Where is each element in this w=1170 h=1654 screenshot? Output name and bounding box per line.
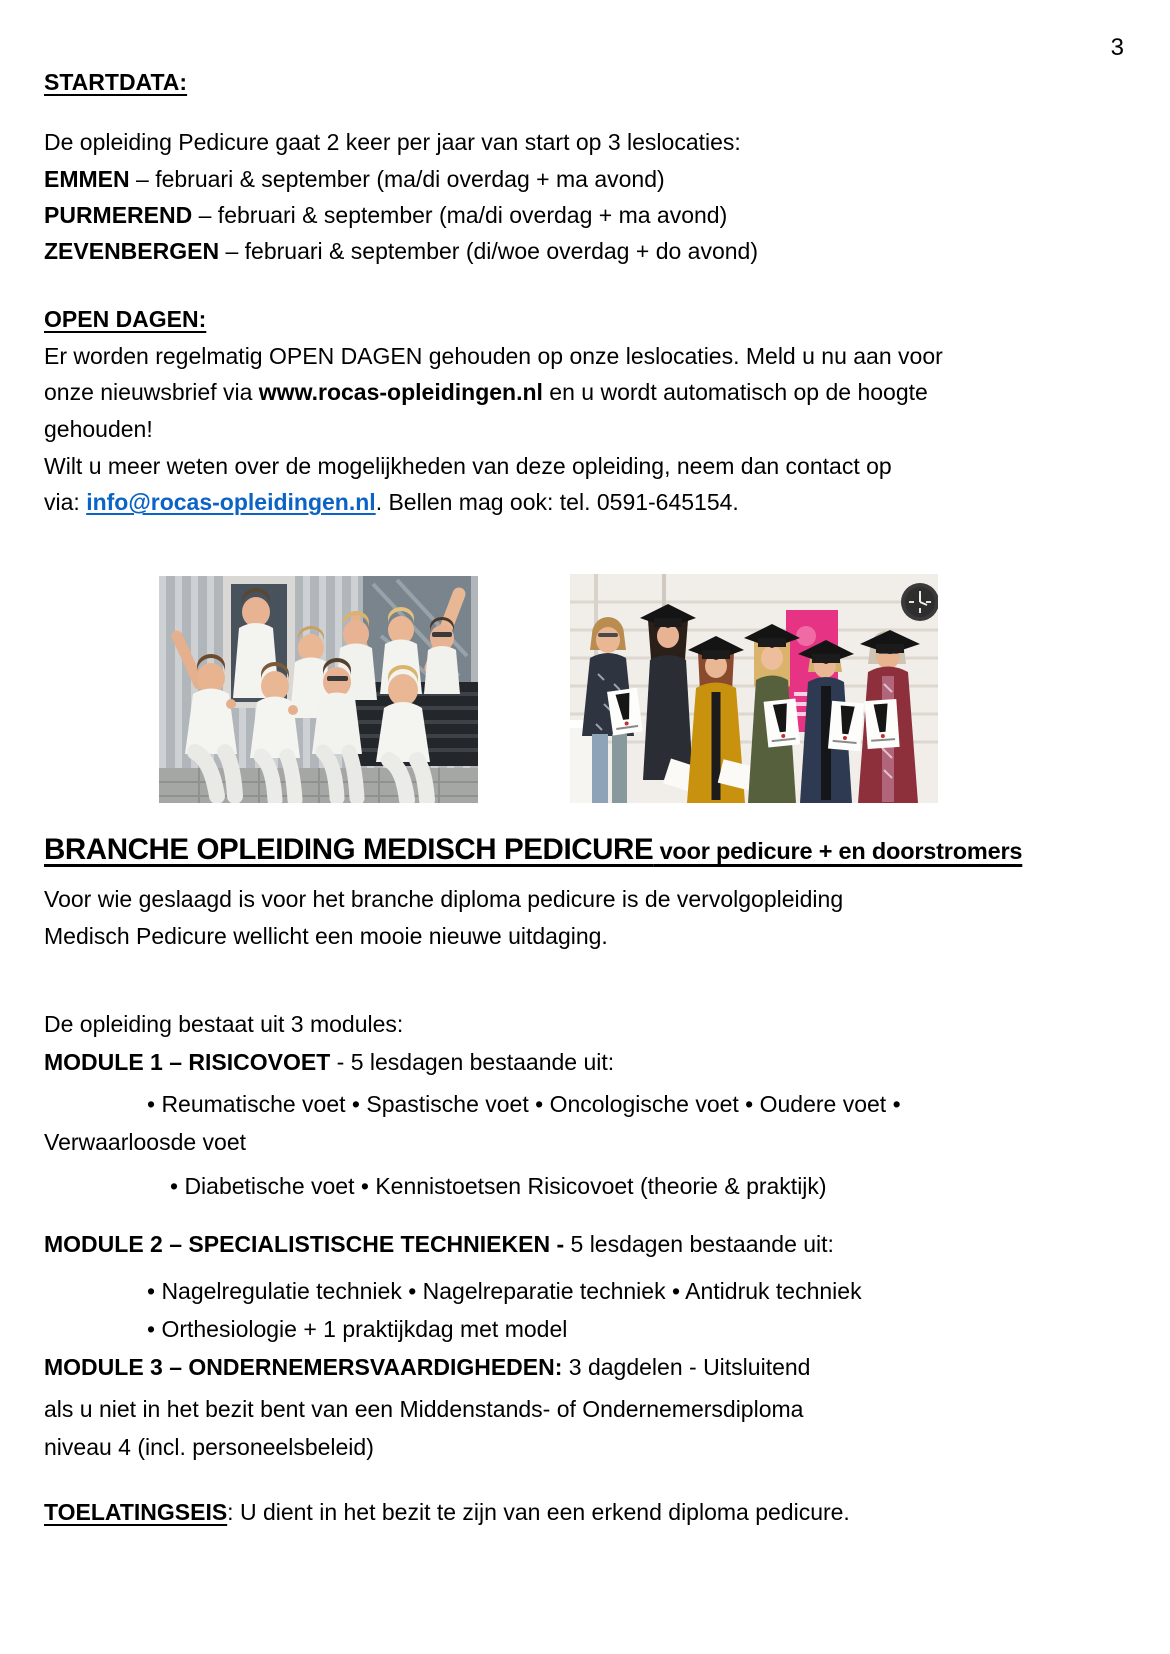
location-details: – februari & september (ma/di overdag + ma avond)	[192, 202, 728, 228]
module3-cont2: niveau 4 (incl. personeelsbeleid)	[44, 1434, 374, 1460]
heading-main: BRANCHE OPLEIDING MEDISCH PEDICURE	[44, 833, 654, 866]
line5-post: . Bellen mag ook: tel. 0591-645154.	[375, 489, 739, 515]
module2-title-line	[44, 1226, 834, 1263]
toelatingseis-label: TOELATINGSEIS	[44, 1499, 228, 1525]
website-text: www.rocas-opleidingen.nl	[258, 379, 543, 405]
photo-graduates-caps	[570, 574, 938, 803]
branche-intro2: Medisch Pedicure wellicht een mooie nieuwe uitdaging.	[44, 923, 608, 949]
module2-bullet2: • Orthesiologie + 1 praktijkdag met model	[147, 1316, 568, 1342]
city-name: PURMEREND	[44, 202, 193, 228]
line2-post: en u wordt automatisch op de hoogte	[542, 379, 928, 405]
heading-sub: voor pedicure + en doorstromers	[653, 838, 1023, 864]
module1-bullet2: • Diabetische voet • Kennistoetsen Risicovoet (theorie & praktijk)	[170, 1173, 827, 1199]
section-heading-open-dagen: OPEN DAGEN:	[44, 306, 207, 332]
city-name: EMMEN	[44, 166, 130, 192]
location-line-zevenbergen	[44, 233, 758, 270]
toelatingseis-line	[44, 1494, 850, 1531]
location-line-emmen	[44, 161, 665, 198]
email-link[interactable]: info@rocas-opleidingen.nl	[86, 489, 376, 515]
module3-title: MODULE 3 – ONDERNEMERSVAARDIGHEDEN:	[44, 1354, 563, 1380]
modules-intro: De opleiding bestaat uit 3 modules:	[44, 1011, 404, 1037]
open-dagen-line2	[44, 374, 928, 411]
module3-cont1: als u niet in het bezit bent van een Middenstands- of Ondernemersdiploma	[44, 1396, 804, 1422]
open-dagen-line5	[44, 484, 739, 521]
line2-pre: onze nieuwsbrief via	[44, 379, 259, 405]
module1-title-line	[44, 1044, 614, 1081]
location-line-purmerend	[44, 197, 727, 234]
module3-rest: 3 dagdelen - Uitsluitend	[562, 1354, 811, 1380]
module1-title: MODULE 1 – RISICOVOET	[44, 1049, 331, 1075]
module2-rest: 5 lesdagen bestaande uit:	[564, 1231, 834, 1257]
module2-bullet1: • Nagelregulatie techniek • Nagelreparatie techniek • Antidruk techniek	[147, 1278, 862, 1304]
photo-students-white-uniforms	[159, 576, 478, 803]
section-heading-startdata: STARTDATA:	[44, 69, 188, 95]
module1-rest: - 5 lesdagen bestaande uit:	[330, 1049, 615, 1075]
module3-title-line	[44, 1349, 810, 1386]
page-number: 3	[1110, 34, 1124, 61]
location-details: – februari & september (di/woe overdag + do avond)	[219, 238, 758, 264]
open-dagen-line3: gehouden!	[44, 416, 153, 442]
open-dagen-line4: Wilt u meer weten over de mogelijkheden van deze opleiding, neem dan contact op	[44, 453, 892, 479]
toelatingseis-rest: : U dient in het bezit te zijn van een erkend diploma pedicure.	[227, 1499, 850, 1525]
city-name: ZEVENBERGEN	[44, 238, 220, 264]
startdata-intro: De opleiding Pedicure gaat 2 keer per jaar van start op 3 leslocaties:	[44, 129, 741, 155]
line5-pre: via:	[44, 489, 87, 515]
open-dagen-line1: Er worden regelmatig OPEN DAGEN gehouden op onze leslocaties. Meld u nu aan voor	[44, 343, 943, 369]
module1-bullet1-cont: Verwaarloosde voet	[44, 1129, 247, 1155]
branche-intro1: Voor wie geslaagd is voor het branche diploma pedicure is de vervolgopleiding	[44, 886, 844, 912]
module1-bullet1: • Reumatische voet • Spastische voet • Oncologische voet • Oudere voet •	[147, 1091, 901, 1117]
section-heading-branche	[44, 828, 1022, 877]
module2-title: MODULE 2 – SPECIALISTISCHE TECHNIEKEN -	[44, 1231, 565, 1257]
location-details: – februari & september (ma/di overdag + ma avond)	[129, 166, 665, 192]
